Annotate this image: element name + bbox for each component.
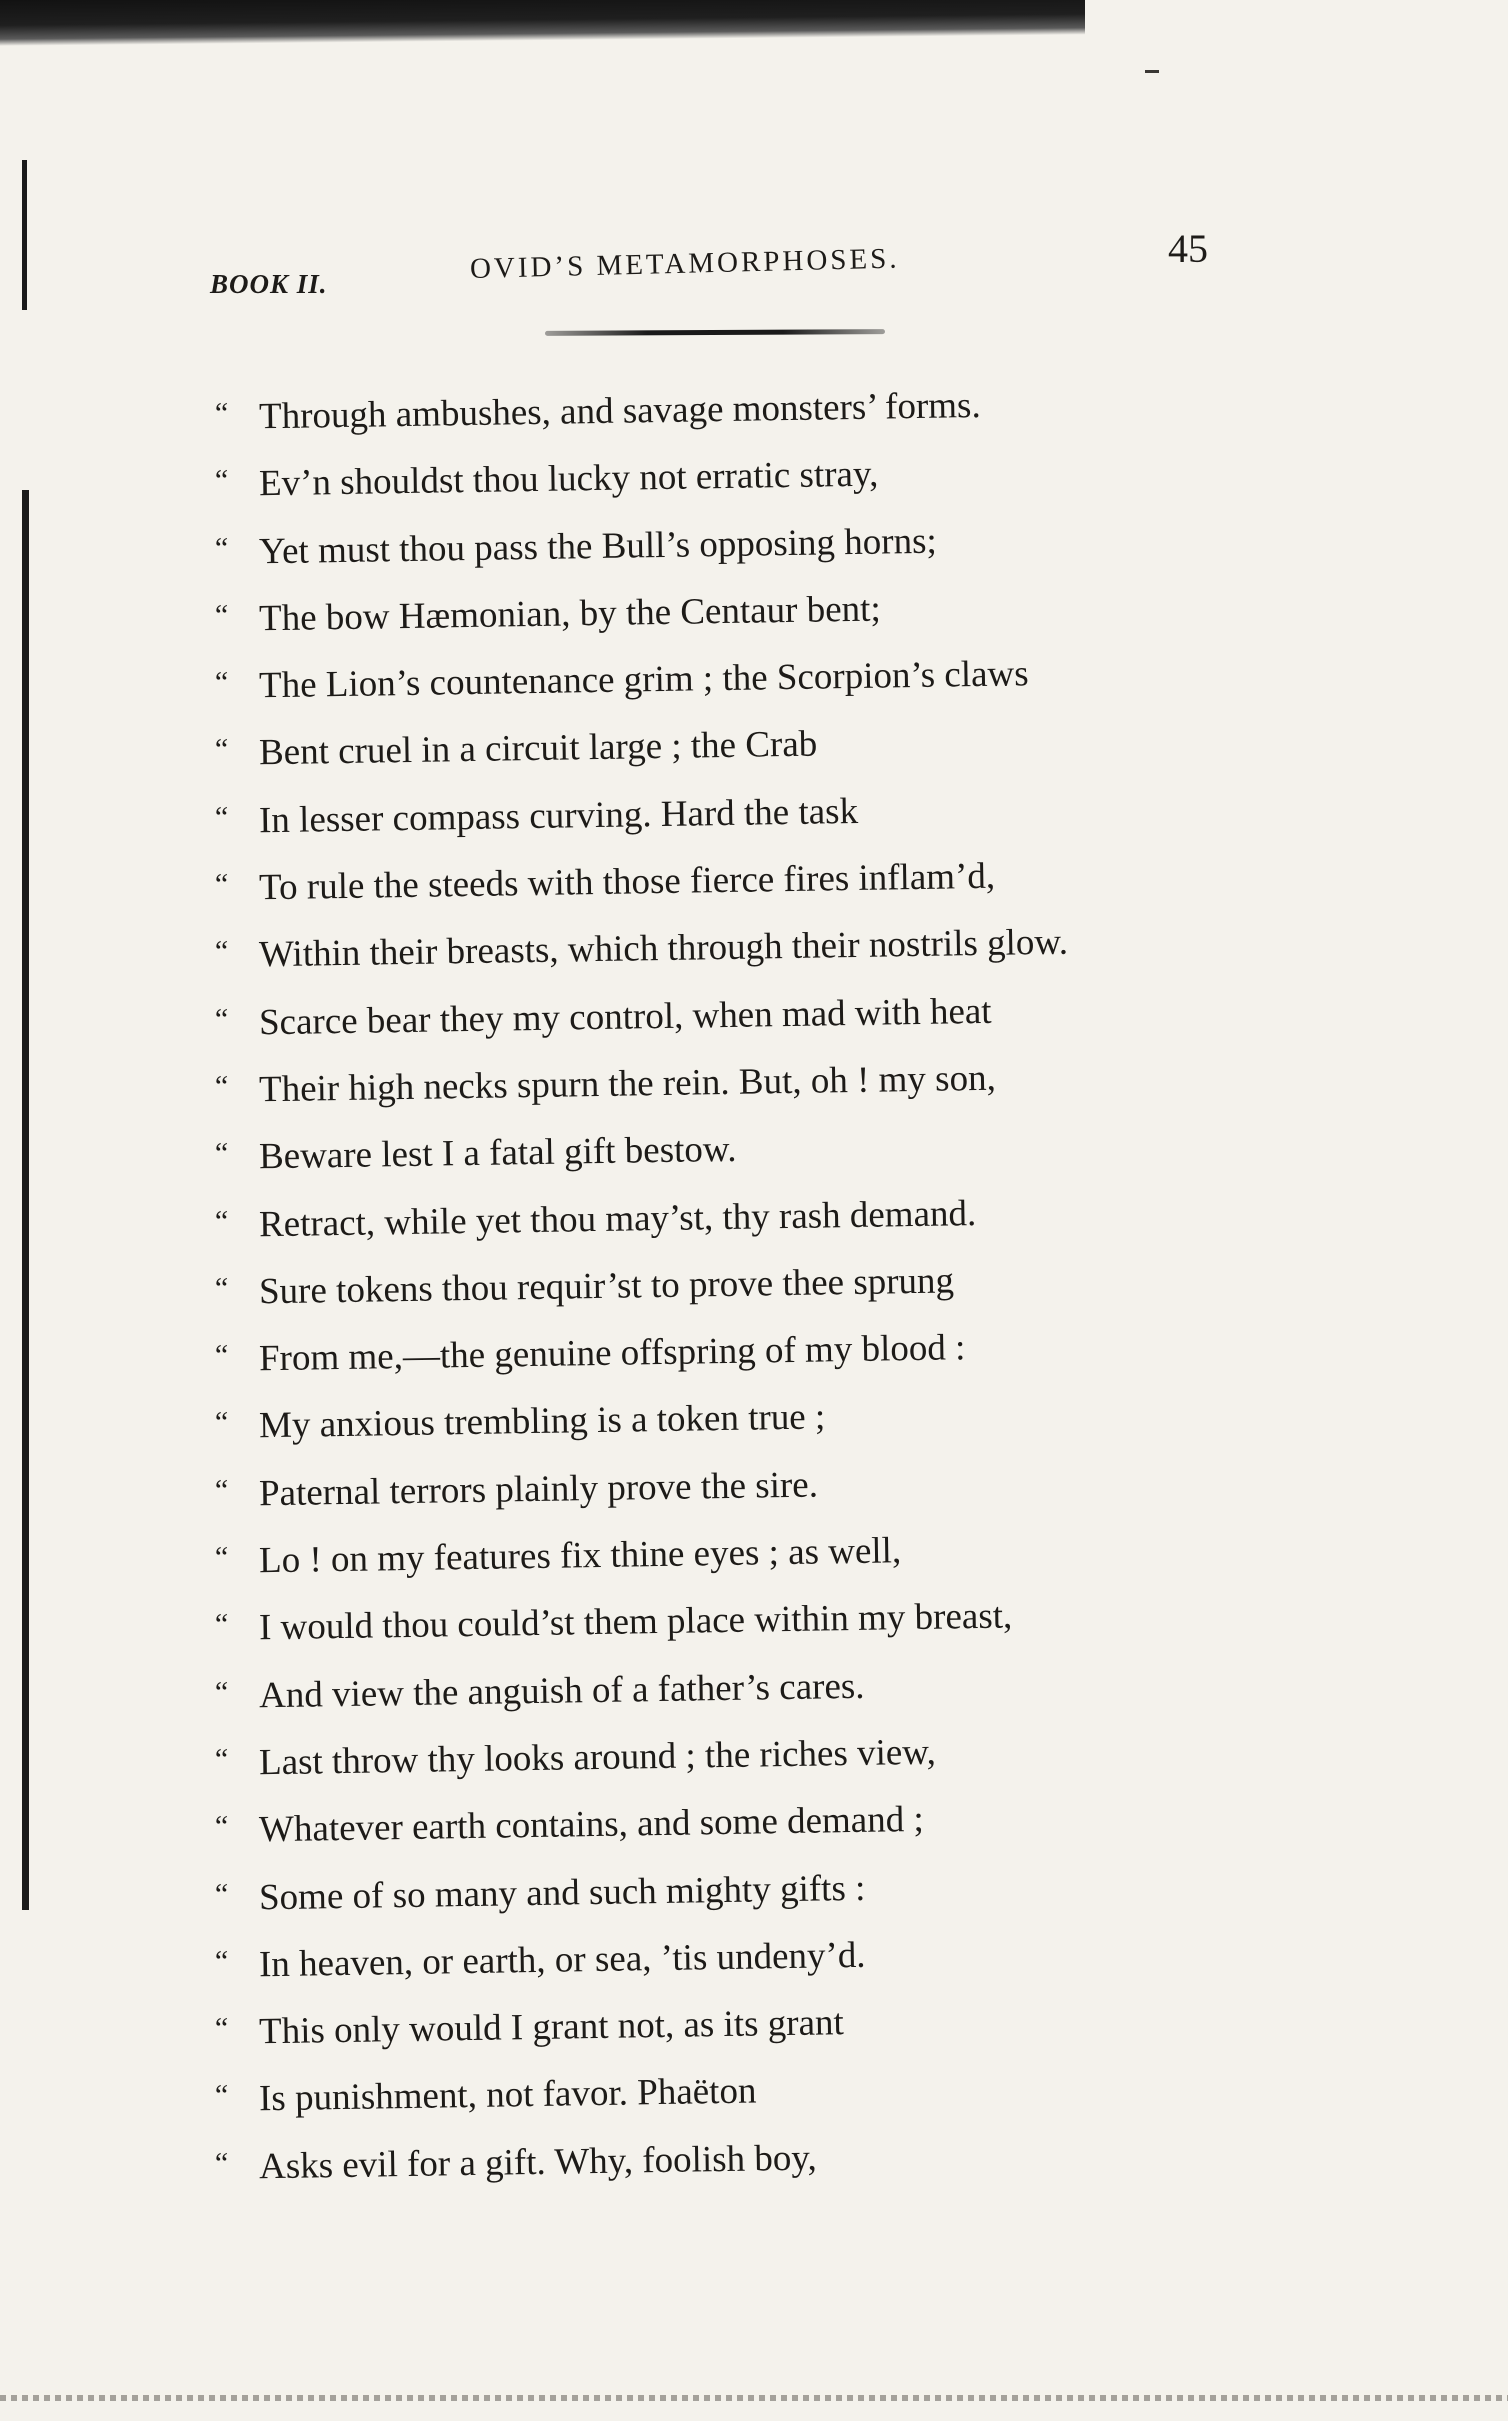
quote-mark: “ bbox=[214, 2146, 229, 2180]
verse-line-text: Sure tokens thou requir’st to prove thee sprung bbox=[258, 1260, 955, 1313]
verse-line-text: Through ambushes, and savage monsters’ forms. bbox=[258, 384, 981, 438]
quote-mark: “ bbox=[214, 1944, 229, 1978]
quote-mark: “ bbox=[214, 1810, 229, 1844]
quote-mark: “ bbox=[214, 800, 229, 834]
quote-mark: “ bbox=[214, 1473, 229, 1507]
quote-mark: “ bbox=[214, 1271, 229, 1305]
quote-mark: “ bbox=[214, 2011, 229, 2046]
page-bottom-edge bbox=[0, 2395, 1508, 2401]
quote-mark: “ bbox=[214, 598, 229, 632]
verse-line-text: Ev’n shouldst thou lucky not erratic stray, bbox=[258, 453, 879, 505]
running-title: OVID’S METAMORPHOSES. bbox=[469, 242, 900, 285]
quote-mark: “ bbox=[214, 464, 229, 498]
verse-block bbox=[215, 380, 1265, 2197]
running-header bbox=[210, 225, 1230, 315]
verse-line-text: Within their breasts, which through their nostrils glow. bbox=[258, 921, 1069, 976]
verse-line-text: Paternal terrors plainly prove the sire. bbox=[258, 1464, 819, 1515]
verse-line-text: Whatever earth contains, and some demand ; bbox=[258, 1799, 925, 1851]
verse-line-text: And view the anguish of a father’s cares. bbox=[258, 1665, 865, 1716]
verse-line-text: In heaven, or earth, or sea, ’tis undeny’d. bbox=[258, 1934, 866, 1986]
verse-line-text: Retract, while yet thou may’st, thy rash demand. bbox=[258, 1192, 977, 1245]
quote-mark: “ bbox=[214, 1540, 229, 1575]
binding-edge-mark bbox=[22, 160, 27, 310]
quote-mark: “ bbox=[214, 1002, 229, 1036]
quote-mark: “ bbox=[214, 1406, 229, 1440]
quote-mark: “ bbox=[214, 733, 229, 767]
quote-mark: “ bbox=[214, 1877, 229, 1911]
quote-mark: “ bbox=[214, 1675, 229, 1709]
book-label: BOOK II. bbox=[210, 269, 328, 299]
verse-line-text: Asks evil for a gift. Why, foolish boy, bbox=[258, 2137, 817, 2188]
quote-mark: “ bbox=[214, 1069, 229, 1103]
quote-mark: “ bbox=[214, 396, 229, 430]
quote-mark: “ bbox=[214, 1742, 229, 1776]
verse-line-text: Is punishment, not favor. Phaëton bbox=[258, 2070, 757, 2120]
verse-line-text: Yet must thou pass the Bull’s opposing horns; bbox=[258, 520, 938, 572]
verse-line-text: In lesser compass curving. Hard the task bbox=[258, 790, 859, 842]
quote-mark: “ bbox=[214, 1338, 229, 1373]
verse-line-text: Their high necks spurn the rein. But, oh ! my son, bbox=[258, 1057, 997, 1111]
quote-mark: “ bbox=[214, 1608, 229, 1642]
verse-line-text: I would thou could’st them place within my breast, bbox=[258, 1595, 1013, 1649]
ink-speck bbox=[1145, 70, 1159, 73]
verse-line-text: The bow Hæmonian, by the Centaur bent; bbox=[258, 588, 881, 640]
verse-line-text: The Lion’s countenance grim ; the Scorpion’s claws bbox=[258, 653, 1029, 707]
page-top-shadow bbox=[0, 0, 1085, 46]
verse-line-text: Scarce bear they my control, when mad with heat bbox=[258, 990, 992, 1043]
quote-mark: “ bbox=[214, 867, 229, 902]
verse-line-text: To rule the steeds with those fierce fires inflam’d, bbox=[258, 855, 996, 909]
binding-edge-mark bbox=[22, 490, 29, 1910]
verse-line-text: Beware lest I a fatal gift bestow. bbox=[258, 1129, 737, 1178]
page-number: 45 bbox=[1168, 226, 1208, 271]
verse-line-text: Last throw thy looks around ; the riches view, bbox=[258, 1731, 937, 1784]
quote-mark: “ bbox=[214, 1204, 229, 1238]
verse-line-text: Lo ! on my features fix thine eyes ; as well, bbox=[258, 1530, 902, 1582]
verse-line-text: My anxious trembling is a token true ; bbox=[258, 1396, 826, 1447]
quote-mark: “ bbox=[214, 665, 229, 700]
quote-mark: “ bbox=[214, 2079, 229, 2113]
verse-line-text: Bent cruel in a circuit large ; the Crab bbox=[258, 724, 818, 774]
verse-line-text: Some of so many and such mighty gifts : bbox=[258, 1867, 866, 1918]
verse-line-text: From me,—the genuine offspring of my blood : bbox=[258, 1327, 966, 1380]
quote-mark: “ bbox=[214, 935, 229, 969]
header-rule bbox=[545, 329, 885, 336]
quote-mark: “ bbox=[214, 531, 229, 565]
verse-line-text: This only would I grant not, as its grant bbox=[258, 2002, 845, 2053]
quote-mark: “ bbox=[214, 1137, 229, 1171]
